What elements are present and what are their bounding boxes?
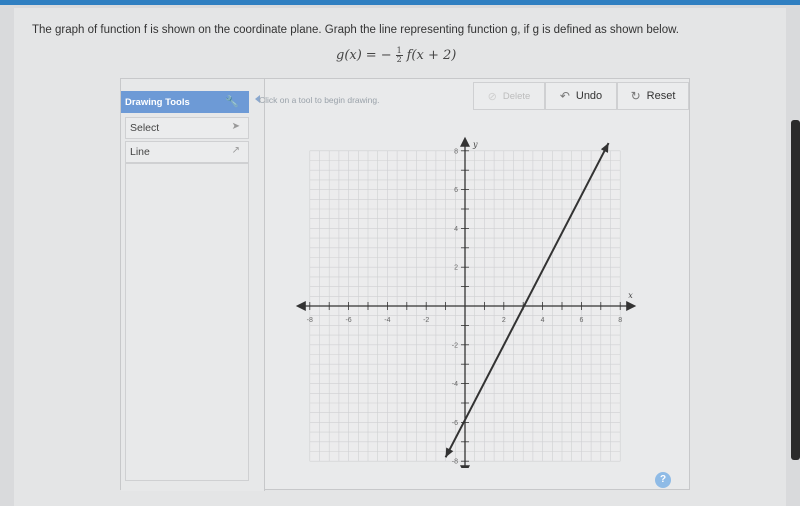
tool-line-label: Line bbox=[130, 146, 150, 158]
y-tick-label: -4 bbox=[451, 381, 458, 389]
y-tick-label: 2 bbox=[454, 264, 458, 272]
tool-select[interactable] bbox=[125, 117, 249, 139]
drawing-tools-title: Drawing Tools bbox=[125, 97, 190, 108]
x-axis-arrow-left bbox=[296, 301, 306, 311]
tool-select-label: Select bbox=[130, 122, 160, 134]
coordinate-plane[interactable] bbox=[290, 128, 650, 468]
y-tick-label: -2 bbox=[451, 342, 458, 350]
pointer-icon: ➤ bbox=[231, 121, 240, 132]
undo-icon: ↶ bbox=[559, 89, 570, 103]
formula-rhs: f(x + 2) bbox=[406, 47, 457, 63]
x-tick-label: 8 bbox=[618, 317, 623, 324]
line-icon: ↗ bbox=[231, 145, 240, 156]
fraction-denominator: 2 bbox=[396, 54, 402, 64]
delete-label: Delete bbox=[502, 90, 531, 102]
x-tick-label: 4 bbox=[540, 317, 545, 324]
y-tick-label: -8 bbox=[451, 458, 458, 466]
hint-text: Click on a tool to begin drawing. bbox=[259, 95, 380, 105]
drawing-tools-panel bbox=[121, 79, 265, 491]
tool-line[interactable] bbox=[125, 141, 249, 163]
formula bbox=[336, 44, 476, 66]
help-icon[interactable]: ? bbox=[655, 472, 671, 488]
formula-fraction bbox=[396, 47, 403, 64]
x-tick-label: 6 bbox=[579, 317, 584, 324]
y-tick-label: 4 bbox=[454, 225, 458, 233]
tool-list-area bbox=[125, 163, 249, 481]
x-tick-label: 2 bbox=[501, 317, 506, 324]
x-tick-label: -6 bbox=[345, 317, 352, 324]
x-tick-label: -2 bbox=[423, 317, 430, 324]
undo-button[interactable] bbox=[545, 82, 617, 110]
x-axis-label: x bbox=[628, 291, 633, 300]
formula-equals: = bbox=[365, 47, 377, 63]
y-tick-label: 8 bbox=[454, 148, 458, 156]
question-text: The graph of function f is shown on the coordinate plane. Graph the line representing function g, if g is defined as shown below. bbox=[32, 24, 679, 36]
drawing-tools-header[interactable] bbox=[121, 91, 249, 113]
reset-label: Reset bbox=[646, 90, 676, 102]
undo-label: Undo bbox=[575, 90, 603, 102]
fraction-numerator: 1 bbox=[396, 45, 402, 55]
y-tick-label: 6 bbox=[454, 187, 458, 195]
delete-button[interactable] bbox=[473, 82, 545, 110]
y-axis-arrow-up bbox=[460, 137, 470, 147]
reset-button[interactable] bbox=[617, 82, 689, 110]
formula-negative: − bbox=[380, 47, 392, 63]
y-tick-label: -6 bbox=[451, 419, 458, 427]
x-tick-label: -8 bbox=[306, 317, 313, 324]
top-accent-strip bbox=[0, 0, 800, 5]
y-axis-label: y bbox=[473, 139, 478, 149]
x-tick-label: -4 bbox=[384, 317, 391, 324]
y-axis-arrow-down bbox=[460, 465, 470, 468]
wrench-icon: 🔧 bbox=[225, 96, 239, 108]
x-axis-arrow-right bbox=[626, 301, 636, 311]
delete-icon: ⊘ bbox=[487, 90, 497, 103]
page-scrollbar[interactable] bbox=[791, 120, 800, 460]
formula-lhs: g(x) bbox=[336, 47, 362, 63]
reset-icon: ↻ bbox=[630, 89, 641, 103]
